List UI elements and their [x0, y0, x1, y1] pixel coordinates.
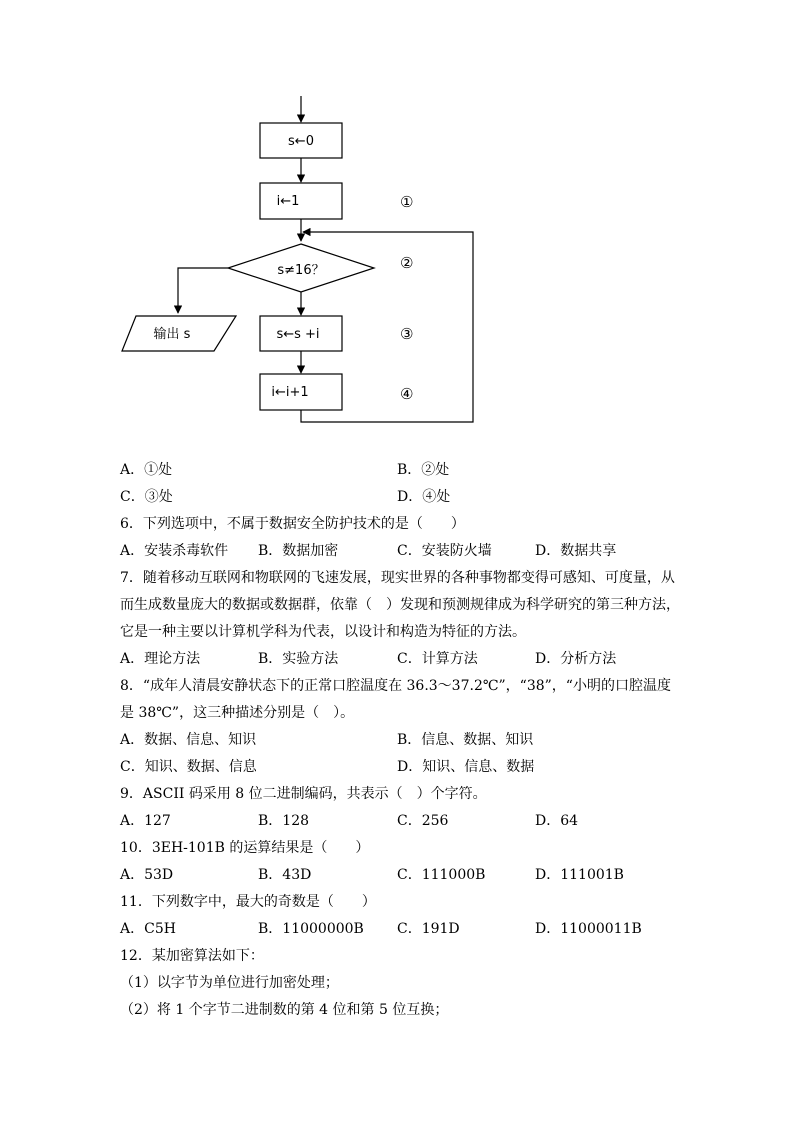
q11-option-a[interactable]: A．C5H	[120, 921, 176, 937]
q12-rule-1: （1）以字节为单位进行加密处理；	[120, 975, 339, 991]
q11-stem: 11．下列数字中，最大的奇数是（ ）	[120, 894, 376, 910]
marker-2: ②	[400, 254, 414, 272]
box-increment-label: i←i+1	[271, 385, 309, 400]
q5-option-d[interactable]: D．④处	[397, 489, 451, 505]
q11-option-d[interactable]: D．11000011B	[535, 921, 642, 937]
q7-option-d[interactable]: D．分析方法	[535, 651, 617, 667]
q9-option-b[interactable]: B．128	[258, 813, 310, 829]
q7-option-b[interactable]: B．实验方法	[258, 651, 339, 667]
output-label: 输出 s	[153, 327, 191, 342]
q9-option-c[interactable]: C．256	[397, 813, 449, 829]
q7-option-a[interactable]: A．理论方法	[120, 651, 201, 667]
arrow-to-output	[178, 268, 228, 313]
q6-option-c[interactable]: C．安装防火墙	[397, 543, 492, 559]
q12-rule-2: （2）将 1 个字节二进制数的第 4 位和第 5 位互换；	[120, 1002, 449, 1018]
marker-1: ①	[400, 193, 414, 211]
box-s-init-label: s←0	[288, 134, 314, 149]
q6-option-d[interactable]: D．数据共享	[535, 543, 617, 559]
q9-option-a[interactable]: A．127	[120, 813, 171, 829]
box-i-init-label: i←1	[276, 194, 300, 209]
q11-option-b[interactable]: B．11000000B	[258, 921, 364, 937]
q7-option-c[interactable]: C．计算方法	[397, 651, 478, 667]
q8-stem: 8．“成年人清晨安静状态下的正常口腔温度在 36.3～37.2℃”，“38”，“小明的口腔温度是 38℃”，这三种描述分别是（ ）。	[120, 678, 671, 721]
q6-stem: 6．下列选项中，不属于数据安全防护技术的是（ ）	[120, 516, 465, 532]
q8-option-c[interactable]: C．知识、数据、信息	[120, 759, 257, 775]
q10-option-a[interactable]: A．53D	[120, 867, 174, 883]
q10-option-b[interactable]: B．43D	[258, 867, 312, 883]
marker-3: ③	[400, 325, 414, 343]
q9-option-d[interactable]: D．64	[535, 813, 579, 829]
loop-back-arrow	[301, 232, 473, 422]
decision-label: s≠16？	[277, 263, 325, 278]
q6-option-a[interactable]: A．安装杀毒软件	[120, 543, 229, 559]
box-i-init	[260, 183, 342, 219]
q8-option-b[interactable]: B．信息、数据、知识	[397, 732, 534, 748]
q10-stem: 10．3EH-101B 的运算结果是（ ）	[120, 840, 370, 856]
q6-option-b[interactable]: B．数据加密	[258, 543, 339, 559]
q10-option-c[interactable]: C．111000B	[397, 867, 486, 883]
q7-stem: 7．随着移动互联网和物联网的飞速发展，现实世界的各种事物都变得可感知、可度量，从而生成数量庞大的数据或数据群，依靠（ ）发现和预测规律成为科学研究的第三种方法，它是一种主要以计算机学科为代表，以设计和构造为特征的方法。	[120, 570, 680, 640]
q5-option-a[interactable]: A．①处	[120, 462, 173, 478]
box-sum-label: s←s +i	[276, 327, 320, 342]
q5-option-c[interactable]: C．③处	[120, 489, 173, 505]
marker-4: ④	[400, 385, 414, 403]
q5-option-b[interactable]: B．②处	[397, 462, 450, 478]
q8-option-a[interactable]: A．数据、信息、知识	[120, 732, 257, 748]
q10-option-d[interactable]: D．111001B	[535, 867, 624, 883]
flowchart	[0, 0, 794, 440]
q11-option-c[interactable]: C．191D	[397, 921, 460, 937]
q9-stem: 9．ASCII 码采用 8 位二进制编码，共表示（ ）个字符。	[120, 786, 487, 802]
q12-stem: 12．某加密算法如下：	[120, 948, 264, 964]
q8-option-d[interactable]: D．知识、信息、数据	[397, 759, 535, 775]
